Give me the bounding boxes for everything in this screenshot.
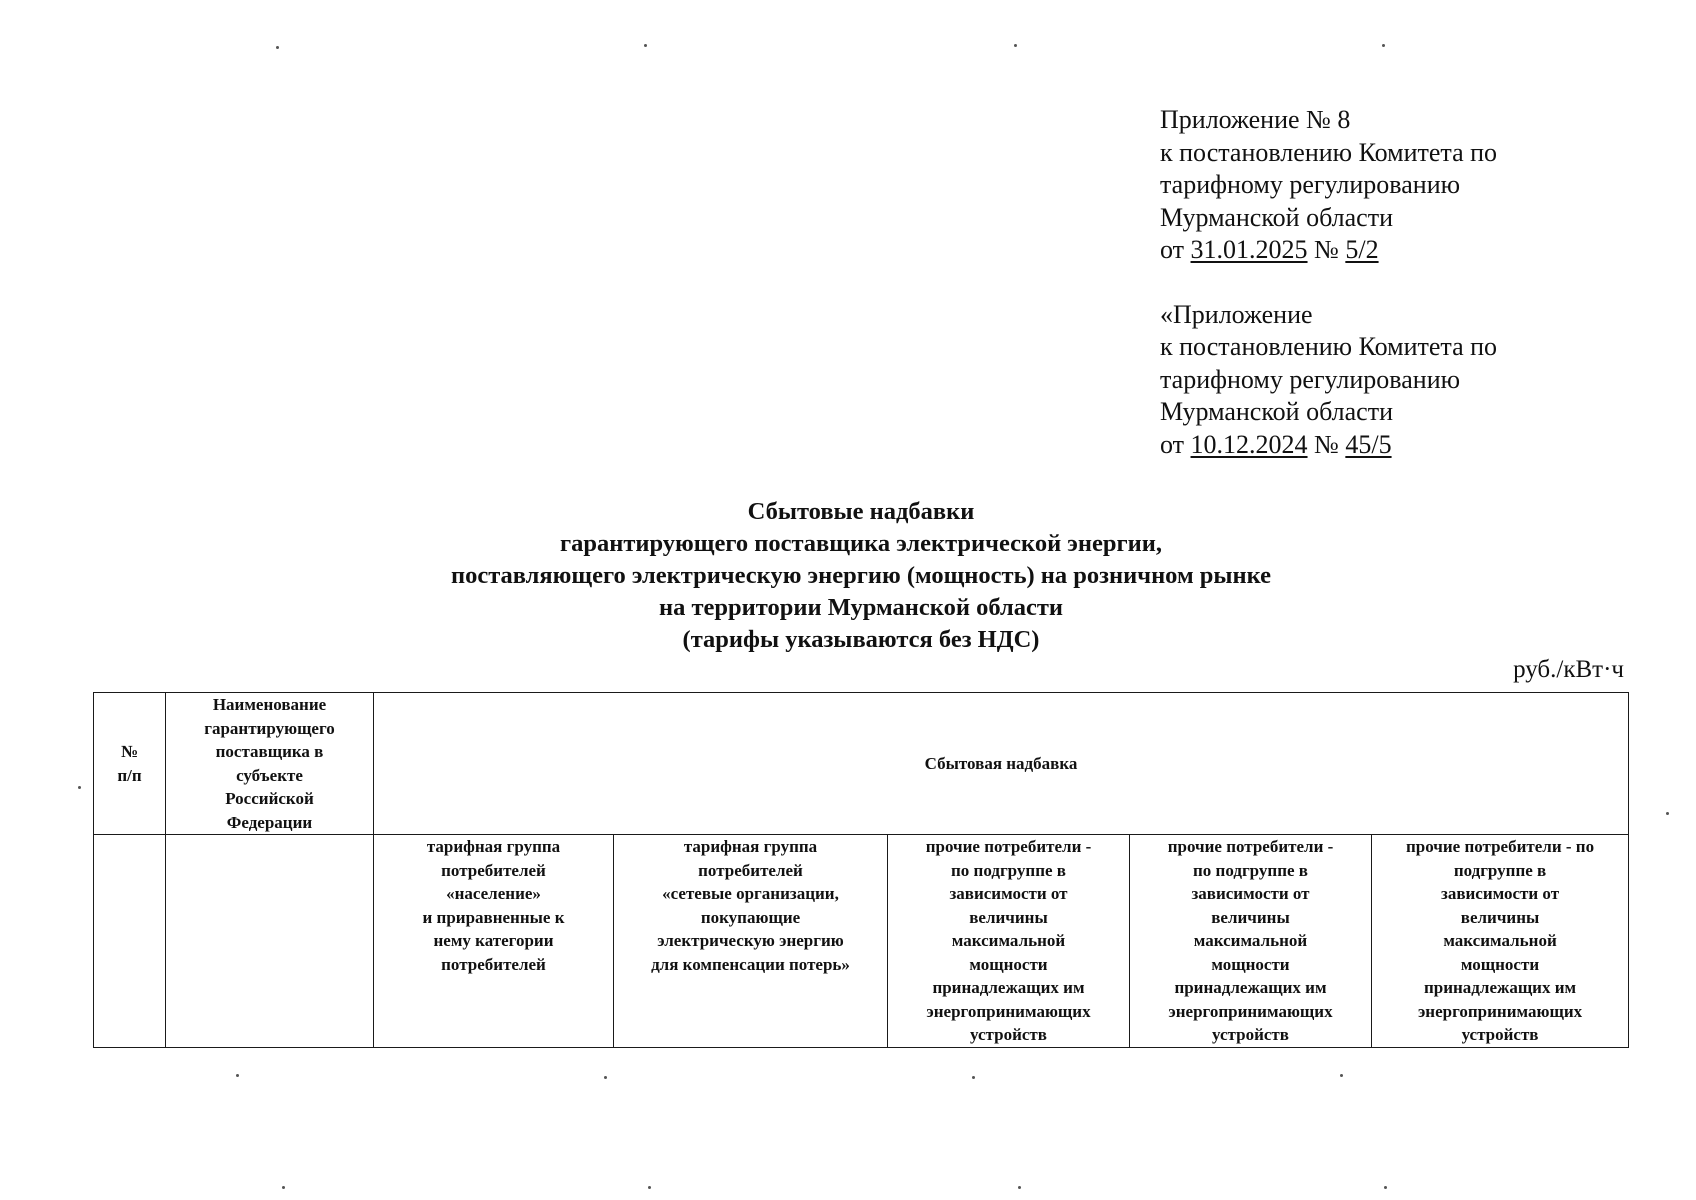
- scan-speck: [1666, 812, 1669, 815]
- title-line: гарантирующего поставщика электрической энергии,: [559, 530, 1162, 557]
- title-line: (тарифы указываются без НДС): [682, 626, 1040, 653]
- scan-speck: [1384, 1186, 1387, 1189]
- subheader-population: тарифная группа потребителей «население» и приравненные к нему категории потребителей: [374, 835, 614, 1048]
- decree-line: тарифному регулированию: [1160, 364, 1461, 394]
- subheader-other-consumers: прочие потребители - по подгруппе в зависимости от величины максимальной мощности принадлежащих им энергопринимающих устройств: [1372, 835, 1629, 1048]
- decree-number: 45/5: [1345, 429, 1392, 459]
- header-supplier-name: Наименование гарантирующего поставщика в субъекте Российской Федерации: [166, 693, 374, 835]
- approval-block: [1160, 104, 1497, 461]
- empty-cell: [166, 835, 374, 1048]
- decree-date-line: от 10.12.2024 № 45/5: [1160, 429, 1392, 459]
- scan-speck: [1382, 44, 1385, 47]
- scan-speck: [282, 1186, 285, 1189]
- decree-date-line: от 31.01.2025 № 5/2: [1160, 235, 1379, 264]
- decree-date: 31.01.2025: [1190, 235, 1308, 264]
- header-number: № п/п: [94, 693, 166, 835]
- subheader-other-consumers: прочие потребители - по подгруппе в зависимости от величины максимальной мощности принадлежащих им энергопринимающих устройств: [1130, 835, 1372, 1048]
- markup-table: [93, 692, 1629, 1048]
- decree-number: 5/2: [1345, 235, 1379, 264]
- document-title: [300, 496, 1422, 656]
- decree-line: к постановлению Комитета по: [1160, 137, 1498, 167]
- scan-speck: [78, 786, 81, 789]
- table-subheader-row: [94, 835, 1629, 1048]
- title-line: на территории Мурманской области: [659, 594, 1063, 621]
- subheader-other-consumers: прочие потребители - по подгруппе в зависимости от величины максимальной мощности принадлежащих им энергопринимающих устройств: [888, 835, 1130, 1048]
- decree-date: 10.12.2024: [1190, 429, 1308, 459]
- scan-speck: [644, 44, 647, 47]
- scan-speck: [1014, 44, 1017, 47]
- decree-line: Мурманской области: [1160, 202, 1393, 232]
- title-line: Сбытовые надбавки: [747, 498, 975, 525]
- title-line: поставляющего электрическую энергию (мощность) на розничном рынке: [450, 562, 1272, 589]
- empty-cell: [94, 835, 166, 1048]
- decree-line: к постановлению Комитета по: [1160, 332, 1498, 361]
- scan-speck: [648, 1186, 651, 1189]
- table-header-row: [94, 693, 1629, 835]
- scan-speck: [604, 1076, 607, 1079]
- scan-speck: [1340, 1074, 1343, 1077]
- appendix-number: Приложение № 8: [1160, 105, 1351, 134]
- decree-line: тарифному регулированию: [1160, 170, 1461, 199]
- scan-speck: [236, 1074, 239, 1077]
- scan-speck: [276, 46, 279, 49]
- decree-line: Мурманской области: [1160, 397, 1393, 426]
- scan-speck: [1018, 1186, 1021, 1189]
- spacer: [1160, 267, 1497, 299]
- appendix-label: «Приложение: [1160, 299, 1313, 329]
- unit-label: руб./кВт·ч: [1513, 656, 1624, 683]
- subheader-network-orgs: тарифная группа потребителей «сетевые организации, покупающие электрическую энергию для компенсации потерь»: [614, 835, 888, 1048]
- header-sales-markup: Сбытовая надбавка: [374, 693, 1629, 835]
- scan-speck: [972, 1076, 975, 1079]
